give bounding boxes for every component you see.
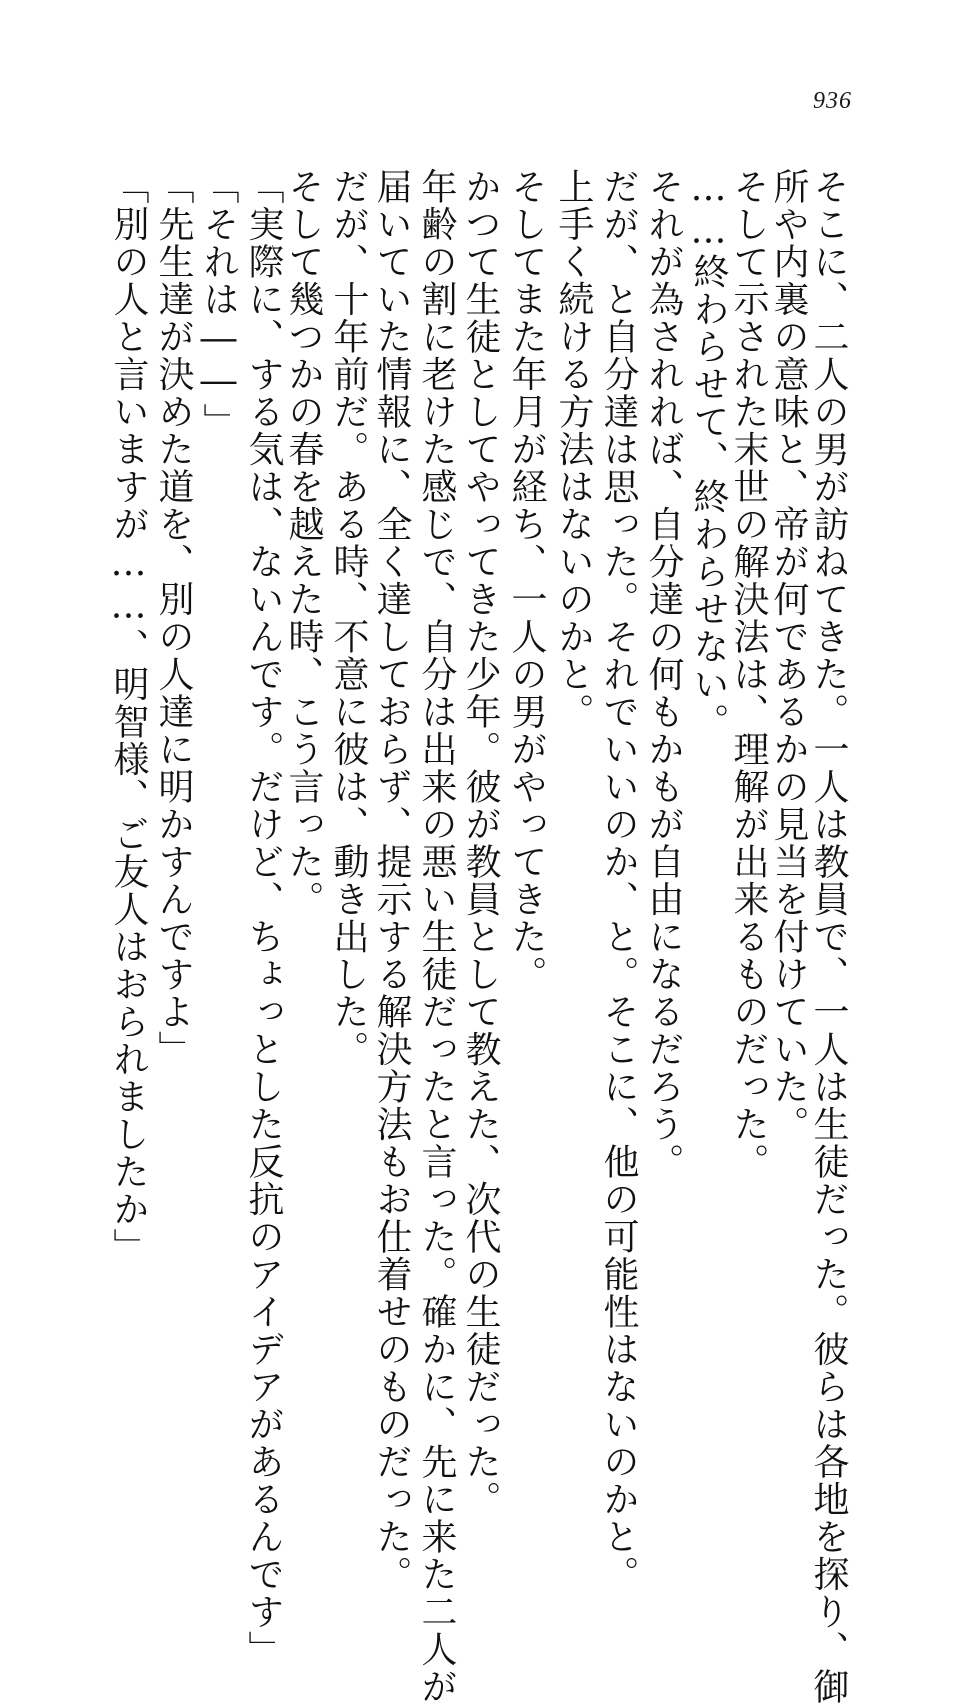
text-line-16: 「先生達が決めた道を、別の人達に明かすんですよ」 [153,168,194,1068]
text-line-15: 「それは――」 [198,168,239,441]
text-line-4: ……終わらせて、終わらせない。 [688,168,729,741]
text-line-9: かつて生徒としてやってきた少年。彼が教員として教えた、次代の生徒だった。 [460,168,501,1518]
text-line-17: 「別の人と言いますが……、明智様、ご友人はおられましたか」 [108,168,149,1266]
text-line-1: そこに、二人の男が訪ねてきた。一人は教員で、一人は生徒だった。彼らは各地を探り、御 [808,168,849,1706]
vertical-text-block [0,168,960,1706]
page-number: 936 [813,88,852,114]
text-line-5: それが為されれば、自分達の何もかもが自由になるだろう。 [643,168,684,1181]
text-line-3: そして示された末世の解決法は、理解が出来るものだった。 [728,168,769,1181]
text-line-14: 「実際に、する気は、ないんです。だけど、ちょっとした反抗のアイデアがあるんです」 [243,168,284,1668]
text-line-10: 年齢の割に老けた感じで、自分は出来の悪い生徒だったと言った。確かに、先に来た二人が [416,168,457,1706]
text-line-6: だが、と自分達は思った。それでいいのか、と。そこに、他の可能性はないのかと。 [598,168,639,1593]
text-line-8: そしてまた年月が経ち、一人の男がやってきた。 [506,168,547,993]
text-line-12: だが、十年前だ。ある時、不意に彼は、動き出した。 [328,168,369,1068]
text-line-13: そして幾つかの春を越えた時、こう言った。 [283,168,324,918]
text-line-7: 上手く続ける方法はないのかと。 [553,168,594,731]
text-line-11: 届いていた情報に、全く達しておらず、提示する解決方法もお仕着せのものだった。 [371,168,412,1593]
text-line-2: 所や内裏の意味と、帝が何であるかの見当を付けていた。 [768,168,809,1143]
